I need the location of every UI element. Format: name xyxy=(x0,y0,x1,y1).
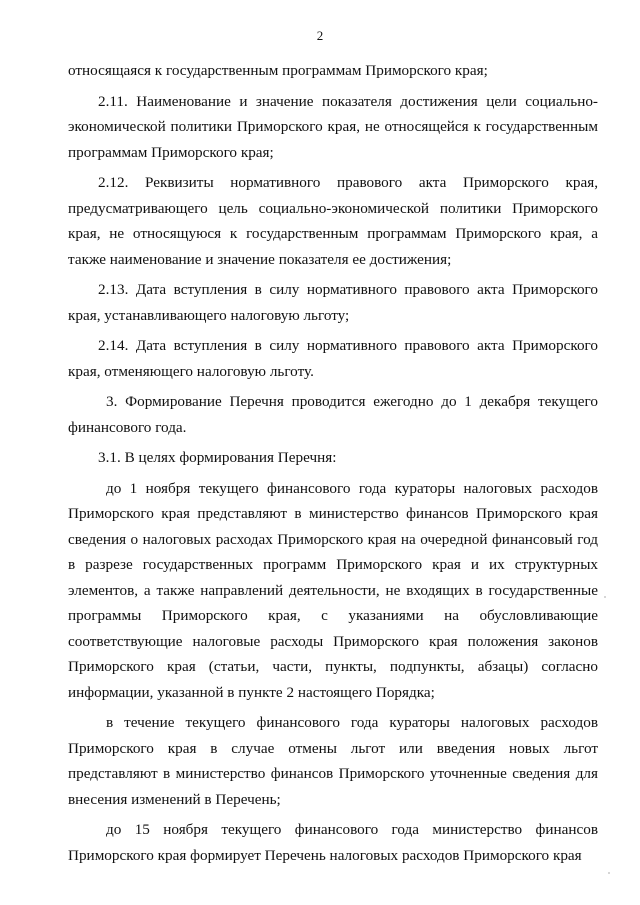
scan-speck xyxy=(608,872,610,874)
paragraph-november-15: до 15 ноября текущего финансового года министерство финансов Приморского края формирует Перечень налоговых расходов Приморского края xyxy=(68,821,598,864)
paragraph-3-1: 3.1. В целях формирования Перечня: xyxy=(98,449,337,466)
paragraph-3: 3. Формирование Перечня проводится ежегодно до 1 декабря текущего финансового года. xyxy=(68,393,598,436)
paragraph-2-14: 2.14. Дата вступления в силу нормативного правового акта Приморского края, отменяющего налоговую льготу. xyxy=(68,337,598,380)
paragraph-november-1: до 1 ноября текущего финансового года кураторы налоговых расходов Приморского края представляют в министерство финансов Приморского края сведения о налоговых расходах Приморского края на очередной финансовый год в разрезе государственных программ Приморского края и их структурных элементов, а также направлений деятельности, не входящих в государственные программы Приморского края, с указаниями на обусловливающие соответствующие налоговые расходы Приморского края положения законов Приморского края (статьи, части, пункты, подпункты, абзацы) согласно информации, указанной в пункте 2 настоящего Порядка; xyxy=(68,479,598,701)
paragraph-continuation: относящаяся к государственным программам Приморского края; xyxy=(68,62,488,79)
page-number: 2 xyxy=(316,28,324,43)
paragraph-2-11: 2.11. Наименование и значение показателя достижения цели социально-экономической политики Приморского края, не относящейся к государственным программам Приморского края; xyxy=(68,92,598,161)
document-body xyxy=(68,58,598,868)
paragraph-2-13: 2.13. Дата вступления в силу нормативного правового акта Приморского края, устанавливающего налоговую льготу; xyxy=(68,281,598,324)
paragraph-2-12: 2.12. Реквизиты нормативного правового акта Приморского края, предусматривающего цель социально-экономической политики Приморского края, не относящуюся к государственным программам Приморского края, а также наименование и значение показателя ее достижения; xyxy=(68,174,598,268)
paragraph-during-year: в течение текущего финансового года кураторы налоговых расходов Приморского края в случае отмены льгот или введения новых льгот представляют в министерство финансов Приморского уточненные сведения для внесения изменений в Перечень; xyxy=(68,714,598,808)
scan-speck xyxy=(604,596,606,598)
